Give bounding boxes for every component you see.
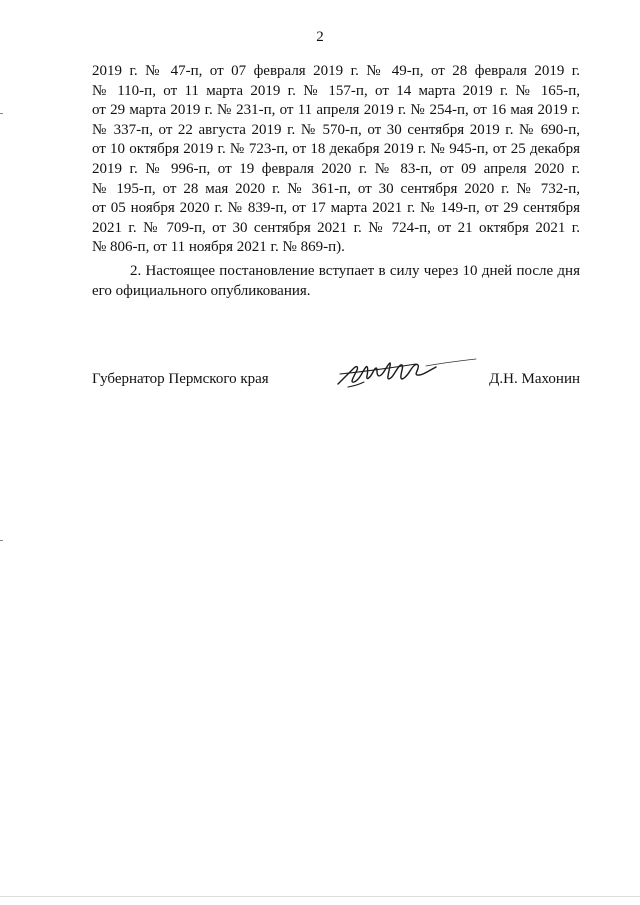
signer-title: Губернатор Пермского края xyxy=(92,371,269,387)
text-line: № 195-п, от 28 мая 2020 г. № 361-п, от 30 сентября 2020 г. № 732-п, xyxy=(92,180,580,197)
text-line: 2. Настоящее постановление вступает в силу через 10 дней после дня xyxy=(130,262,580,279)
text-line: № 806-п, от 11 ноября 2021 г. № 869-п). xyxy=(92,239,345,256)
text-line: от 05 ноября 2020 г. № 839-п, от 17 марта 2021 г. № 149-п, от 29 сентября xyxy=(92,200,580,217)
handwritten-signature xyxy=(330,354,480,394)
paragraph-amendments-list xyxy=(92,62,580,258)
signer-name: Д.Н. Махонин xyxy=(489,371,580,387)
page-number: 2 xyxy=(316,29,324,45)
text-line: от 10 октября 2019 г. № 723-п, от 18 декабря 2019 г. № 945-п, от 25 декабря xyxy=(92,141,580,158)
text-line: № 110-п, от 11 марта 2019 г. № 157-п, от 14 марта 2019 г. № 165-п, xyxy=(92,82,580,99)
text-line: его официального опубликования. xyxy=(92,282,311,299)
paragraph-effective-date xyxy=(92,262,580,301)
signature-block xyxy=(92,362,580,412)
text-line: 2019 г. № 996-п, от 19 февраля 2020 г. № 83-п, от 09 апреля 2020 г. xyxy=(92,160,580,177)
margin-mark xyxy=(0,540,3,541)
document-body xyxy=(92,62,580,301)
text-line: 2019 г. № 47-п, от 07 февраля 2019 г. № 49-п, от 28 февраля 2019 г. xyxy=(92,63,580,79)
page-bottom-edge xyxy=(0,896,640,897)
text-line: 2021 г. № 709-п, от 30 сентября 2021 г. № 724-п, от 21 октября 2021 г. xyxy=(92,219,580,236)
margin-mark xyxy=(0,113,3,114)
text-line: от 29 марта 2019 г. № 231-п, от 11 апреля 2019 г. № 254-п, от 16 мая 2019 г. xyxy=(92,102,580,119)
text-line: № 337-п, от 22 августа 2019 г. № 570-п, от 30 сентября 2019 г. № 690-п, xyxy=(92,121,580,138)
